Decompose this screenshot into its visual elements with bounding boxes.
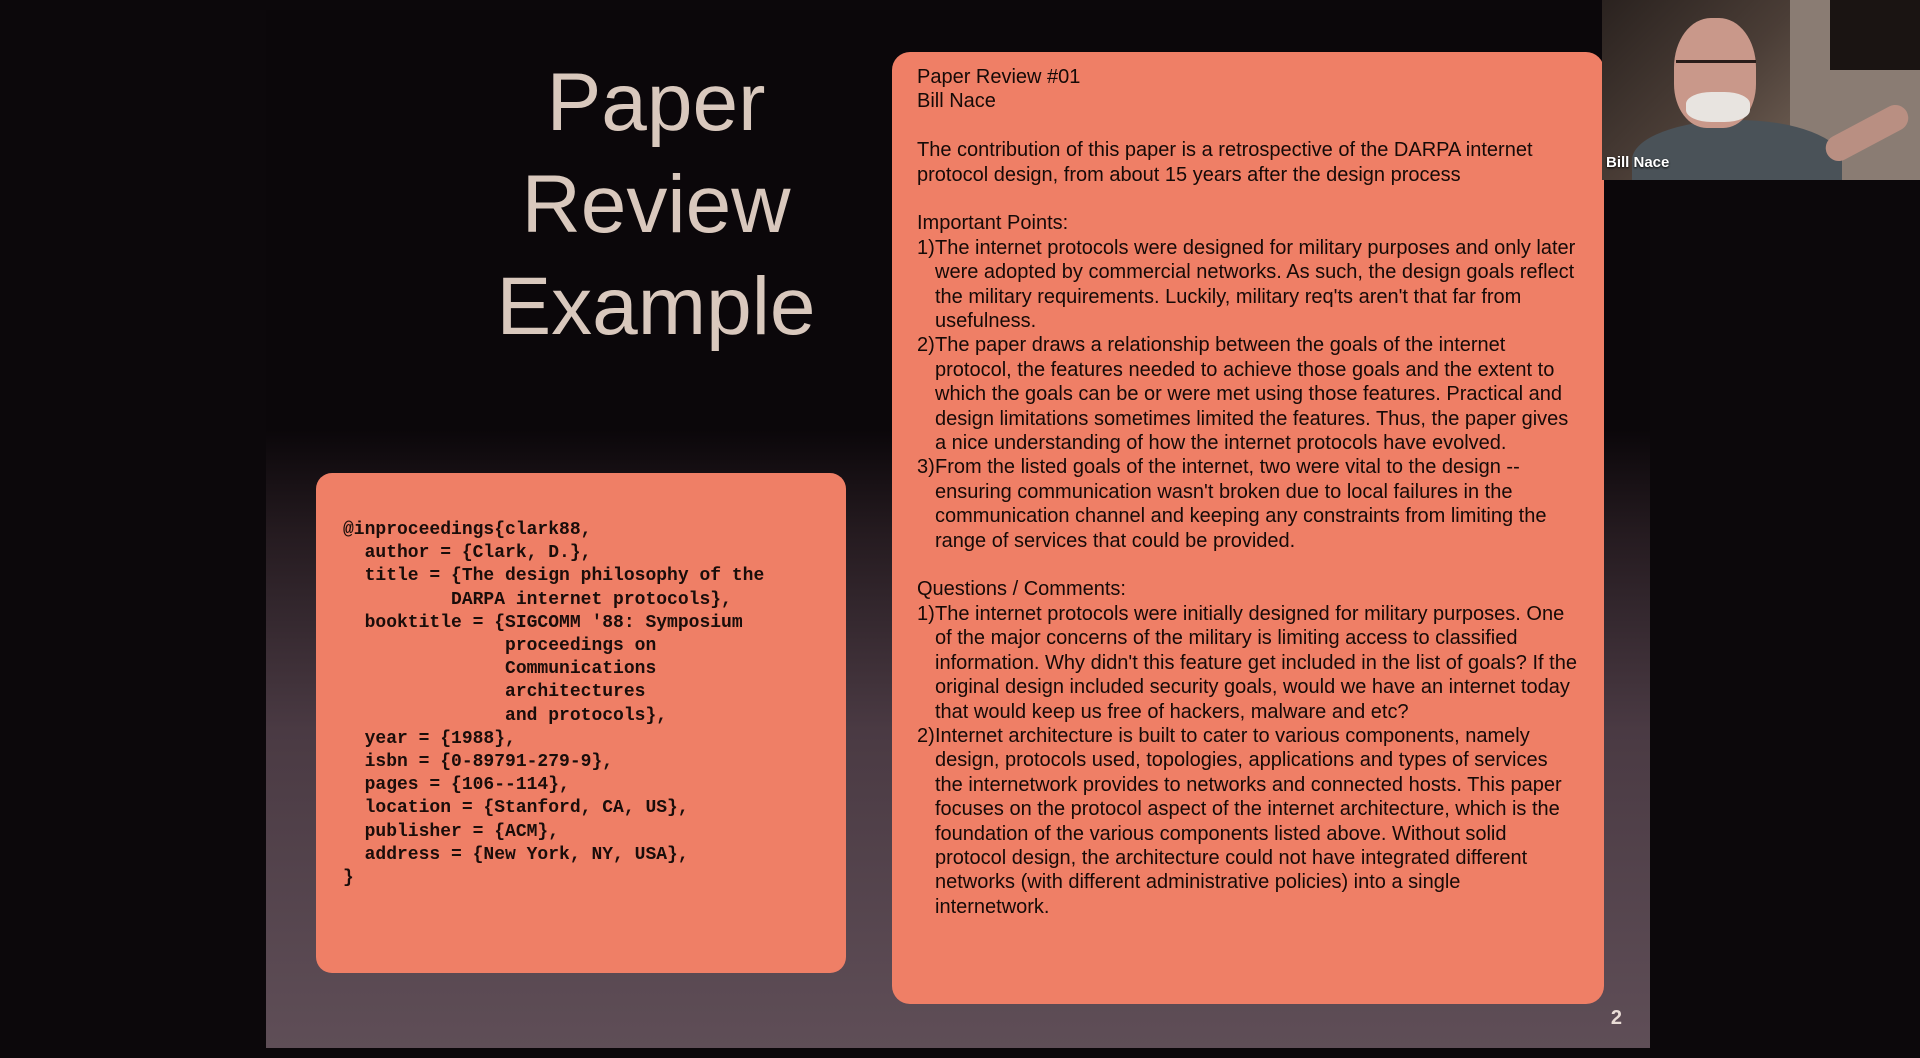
slide-page-number: 2 <box>1610 1007 1622 1029</box>
slide-title <box>466 52 846 358</box>
important-points-heading: Important Points: <box>917 212 1069 235</box>
review-card <box>892 52 1604 1004</box>
important-points-list <box>917 236 1580 553</box>
list-number: 1) <box>917 236 935 259</box>
video-background <box>1830 0 1920 70</box>
slide-title-line: Paper <box>546 57 766 148</box>
bibtex-card <box>316 473 846 973</box>
list-number: 1) <box>917 602 935 625</box>
questions-heading: Questions / Comments: <box>917 578 1126 601</box>
list-number: 2) <box>917 724 935 747</box>
list-item <box>917 724 1580 919</box>
review-heading: Paper Review #01 <box>917 66 1081 88</box>
video-person <box>1676 60 1756 77</box>
list-text: The internet protocols were initially designed for military purposes. One of the major concerns of the military is limiting access to classified information. Why didn't this feature get included in the list of goals? If the original design included security goals, would we have an internet today that would keep us free of hackers, malware and etc? <box>935 602 1577 723</box>
list-number: 3) <box>917 456 935 479</box>
list-item <box>917 333 1580 455</box>
video-person <box>1686 92 1750 122</box>
list-text: The paper draws a relationship between the goals of the internet protocol, the features needed to achieve those goals and the extent to which the goals can be or were met using those features. Practical and design limitations sometimes limited the features. Thus, the paper gives a nice understanding of how the internet protocols have evolved. <box>935 334 1569 455</box>
review-author: Bill Nace <box>917 90 996 113</box>
questions-list <box>917 602 1580 919</box>
participant-video-tile[interactable] <box>1602 0 1920 180</box>
list-number: 2) <box>917 334 935 357</box>
review-contribution: The contribution of this paper is a retrospective of the DARPA internet protocol design, from about 15 years after the design process <box>917 139 1533 186</box>
list-item <box>917 455 1580 553</box>
list-text: From the listed goals of the internet, two were vital to the design -- ensuring communication wasn't broken due to local failures in the communication channel and keeping any constraints from limiting the range of services that could be provided. <box>935 456 1547 552</box>
participant-name-label: Bill Nace <box>1606 154 1670 171</box>
list-item <box>917 236 1580 334</box>
slide-title-line: Example <box>496 261 816 352</box>
presentation-slide <box>266 10 1650 1048</box>
slide-title-line: Review <box>521 159 791 250</box>
list-text: Internet architecture is built to cater to various components, namely design, protocols used, topologies, applications and types of services the internetwork provides to networks and connected hosts. This paper focuses on the protocol aspect of the internet architecture, which is the foundation of the various components listed above. Without solid protocol design, the architecture could not have integrated different networks (with different administrative policies) into a single internetwork. <box>935 724 1562 918</box>
list-text: The internet protocols were designed for military purposes and only later were adopted by commercial networks. As such, the design goals reflect the military requirements. Luckily, military req'ts aren't that far from usefulness. <box>935 236 1576 333</box>
list-item <box>917 602 1580 724</box>
bibtex-citation: @inproceedings{clark88, author = {Clark, D.}, title = {The design philosophy of the DARPA internet protocols}, booktitle = {SIGCOMM '88: Symposium proceedings on Communications architectures and protocols}, year = {1988}, isbn = {0-89791-279-9}, pages = {106--114}, location = {Stanford, CA, US}, publisher = {ACM}, address = {New York, NY, USA}, } <box>343 520 765 889</box>
